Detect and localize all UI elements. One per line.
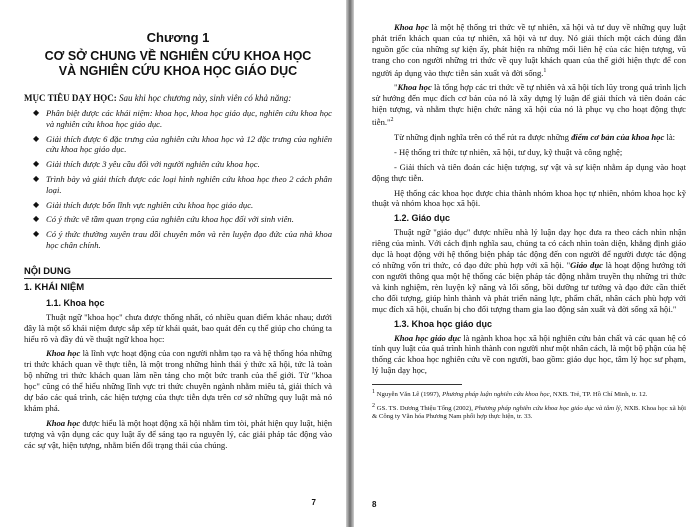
objective-item: ◆ Phân biệt được các khái niệm: khoa học, khoa học giáo dục, nghiên cứu khoa học và nghiên cứu khoa học giáo dục.	[33, 108, 332, 129]
diamond-bullet-icon: ◆	[33, 199, 40, 209]
diamond-bullet-icon: ◆	[33, 159, 40, 169]
paragraph: "Khoa học là tổng hợp các tri thức về tự nhiên và xã hội tích lũy trong quá trình lịch sử hướng đến mục đích cơ bản của nó là xây dựng lý luận để giải thích và tiên đoán các hiện tượng, và nhằm thực hiện chức năng xã hội của nó là phục vụ cho hoạt động thực tiễn."$^2$	[372, 82, 686, 127]
diamond-bullet-icon: ◆	[33, 133, 40, 143]
footnote-divider	[372, 384, 462, 385]
diamond-bullet-icon: ◆	[33, 229, 40, 239]
objective-item: ◆ Giải thích được bốn lĩnh vực nghiên cứu khoa học giáo dục.	[33, 199, 254, 210]
paragraph: Khoa học là một hệ thống tri thức về tự nhiên, xã hội và tư duy về những quy luật phát triển khách quan của tự nhiên, xã hội và tư duy. Nó giải thích một cách đúng đắn nguồn gốc của những sự kiện ấy, phát hiện ra những mối liên hệ của các hiện tượng, vũ trang cho con người những tri thức về quy luật khách quan của thế giới hiện thực để con người áp dụng vào thực tiễn sản xuất và đời sống.$^1$	[372, 22, 686, 78]
footnote: $^2$ GS. TS. Dương Thiệu Tống (2002), Phương pháp nghiên cứu khoa học giáo dục và tâm lý, NXB. Khoa học xã hội & Công ty Văn hóa Phương Nam phối hợp thực hiện, tr. 33.	[372, 402, 686, 421]
objective-item: ◆ Giải thích được 6 đặc trưng của nghiên cứu khoa học và 12 đặc trưng của nghiên cứu khoa học giáo dục.	[33, 133, 332, 155]
content-divider	[24, 278, 332, 279]
objective-item: ◆ Giải thích được 3 yêu cầu đối với người nghiên cứu khoa học.	[33, 159, 260, 170]
footnote-ref: 2	[390, 117, 394, 124]
paragraph: Từ những định nghĩa trên có thể rút ra được những điểm cơ bản của khoa học là:	[394, 131, 676, 142]
section-heading: 1. KHÁI NIỆM	[24, 281, 85, 293]
page-number: 7	[311, 498, 316, 507]
footnote-ref: 1	[543, 67, 547, 74]
page-number: 8	[372, 500, 377, 509]
subsection-heading: 1.2. Giáo dục	[394, 213, 451, 224]
subsection-heading: 1.1. Khoa học	[46, 297, 105, 308]
chapter-title-line1: CƠ SỞ CHUNG VỀ NGHIÊN CỨU KHOA HỌC	[44, 49, 312, 63]
right-page	[354, 0, 700, 527]
subsection-heading: 1.3. Khoa học giáo dục	[394, 318, 493, 329]
objectives-label: MỤC TIÊU DẠY HỌC:	[24, 93, 117, 103]
book-gutter	[346, 0, 354, 527]
content-heading: NỘI DUNG	[24, 264, 71, 276]
chapter-title	[24, 49, 332, 79]
paragraph: Khoa học giáo dục là ngành khoa học xã hội nghiên cứu bản chất và các quan hệ có tính quy luật của quá trình hình thành con người như một nhân cách, là một bộ phận của hệ thống các khoa học nghiên cứu về con người, bao gồm: giáo dục học, tâm lý học sư phạm, lý luận dạy học,	[372, 332, 686, 376]
list-item: - Giải thích và tiên đoán các hiện tượng, sự vật và sự kiện nhằm áp dụng vào hoạt động thực tiễn.	[372, 161, 686, 183]
objective-item: ◆ Có ý thức về tầm quan trọng của nghiên cứu khoa học đối với sinh viên.	[33, 214, 294, 225]
objectives-intro: Sau khi học chương này, sinh viên có khả năng:	[119, 93, 292, 103]
paragraph: Thuật ngữ "khoa học" chưa được thống nhất, có nhiều quan điểm khác nhau; dưới đây là một số khái niệm được sắp xếp từ khái quát, bao quát đến cụ thể giúp cho chúng ta hiểu rõ và đầy đủ về thuật ngữ khoa học:	[24, 311, 332, 344]
paragraph: Thuật ngữ "giáo dục" được nhiều nhà lý luận dạy học đưa ra theo cách nhìn nhận riêng của mình. Với cách định nghĩa sau, chúng ta có cách nhìn toàn diện, khẳng định giáo dục là hoạt động với hệ thống biện pháp tác động đến con người để người được tác động có những vốn tri thức, có đạo đức phù hợp với xã hội. "Giáo dục là hoạt động hướng tới con người thông qua một hệ thống các biện pháp tác động nhằm truyền thụ những tri thức và kinh nghiệm, rèn luyện kỹ năng và lối sống, bồi dưỡng tư tưởng và đạo đức cần thiết cho đối tượng, giúp hình thành và phát triển năng lực, phẩm chất, nhân cách phù hợp với mục đích xã hội, chuẩn bị cho đối tượng tham gia lao động sản xuất và đời sống xã hội."	[372, 227, 687, 314]
objectives-heading	[24, 93, 332, 104]
footnote: $^1$ Nguyễn Văn Lê (1997), Phương pháp luận nghiên cứu khoa học, NXB. Trẻ, TP. Hồ Chí Minh, tr. 12.	[372, 389, 648, 399]
objectives-list	[24, 108, 332, 251]
paragraph: Khoa học được hiểu là một hoạt động xã hội nhằm tìm tòi, phát hiện quy luật, hiện tượng và vận dụng các quy luật ấy để sáng tạo ra nguyên lý, các giải pháp tác động vào các sự vật, hiện tượng, nhằm biến đổi trạng thái của chúng.	[24, 417, 332, 450]
objective-item: ◆ Có ý thức thường xuyên trau dồi chuyên môn và rèn luyện đạo đức của nhà khoa học chân chính.	[33, 229, 332, 250]
paragraph: Hệ thống các khoa học được chia thành nhóm khoa học tự nhiên, nhóm khoa học kỹ thuật và nhóm khoa học xã hội.	[372, 187, 686, 209]
objective-item: ◆ Trình bày và giải thích được các loại hình nghiên cứu khoa học theo 2 cách phân loại.	[33, 173, 332, 195]
diamond-bullet-icon: ◆	[33, 214, 40, 224]
diamond-bullet-icon: ◆	[33, 108, 40, 117]
chapter-number: Chương 1	[146, 30, 210, 45]
left-page	[0, 0, 346, 527]
diamond-bullet-icon: ◆	[33, 173, 40, 183]
list-item: - Hệ thống tri thức tự nhiên, xã hội, tư duy, kỹ thuật và công nghệ;	[394, 146, 623, 157]
chapter-title-line2: VÀ NGHIÊN CỨU KHOA HỌC GIÁO DỤC	[58, 64, 298, 78]
paragraph: Khoa học là lĩnh vực hoạt động của con người nhằm tạo ra và hệ thống hóa những tri thức khách quan về thực tiễn, là một trong những hình thái ý thức xã hội, tức là toàn bộ những tri thức khách quan làm nền tảng cho một bức tranh của thế giới. Từ "khoa học" cũng có thể hiểu những lĩnh vực tri thức chuyên ngành nhằm miêu tả, giải thích và dự báo các quá trình, các hiện tượng của thực tiễn dựa trên cơ sở những quy luật mà nó khám phá.	[24, 348, 332, 414]
